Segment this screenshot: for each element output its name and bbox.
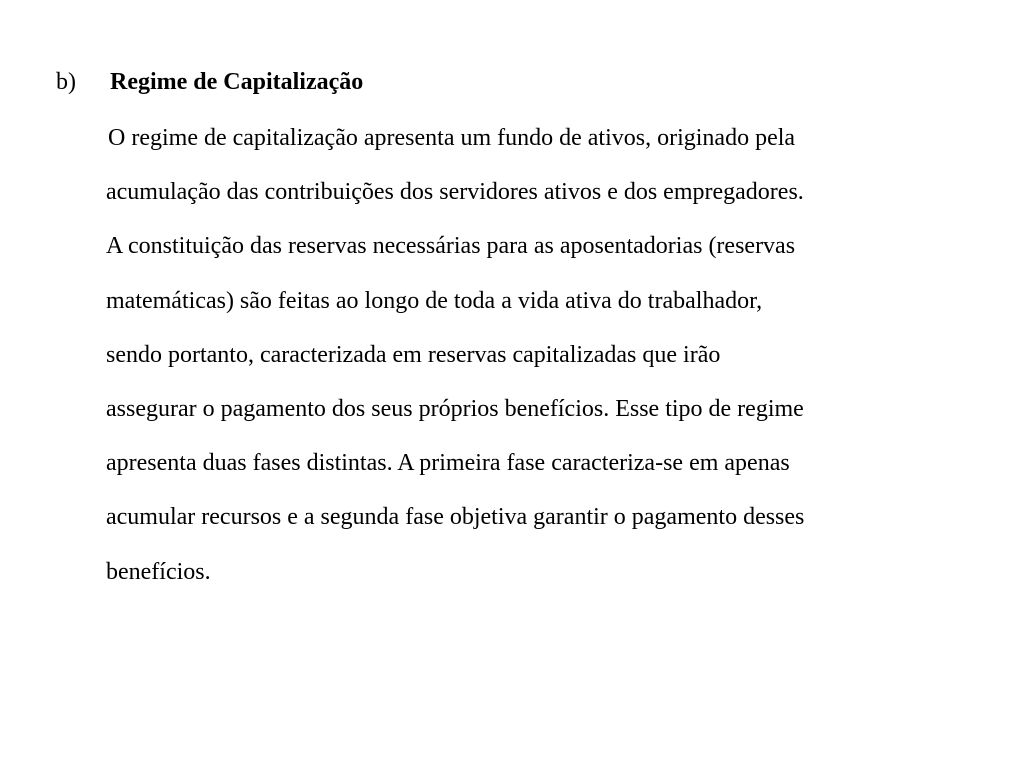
section-title: Regime de Capitalização [110, 69, 364, 95]
paragraph-line: acumular recursos e a segunda fase objetiva garantir o pagamento desses [106, 504, 805, 531]
section-paragraph [106, 111, 1006, 599]
paragraph-line: assegurar o pagamento dos seus próprios benefícios. Esse tipo de regime [106, 396, 804, 423]
section-marker: b) [56, 69, 76, 95]
paragraph-line: matemáticas) são feitas ao longo de toda a vida ativa do trabalhador, [106, 287, 763, 314]
paragraph-line: acumulação das contribuições dos servidores ativos e dos empregadores. [106, 179, 804, 206]
paragraph-line: sendo portanto, caracterizada em reservas capitalizadas que irão [106, 341, 721, 368]
paragraph-line: A constituição das reservas necessárias para as aposentadorias (reservas [106, 233, 796, 260]
paragraph-line: apresenta duas fases distintas. A primeira fase caracteriza-se em apenas [106, 450, 790, 477]
section-heading [56, 66, 363, 98]
paragraph-line: O regime de capitalização apresenta um fundo de ativos, originado pela [108, 125, 796, 151]
paragraph-line: benefícios. [106, 558, 211, 585]
